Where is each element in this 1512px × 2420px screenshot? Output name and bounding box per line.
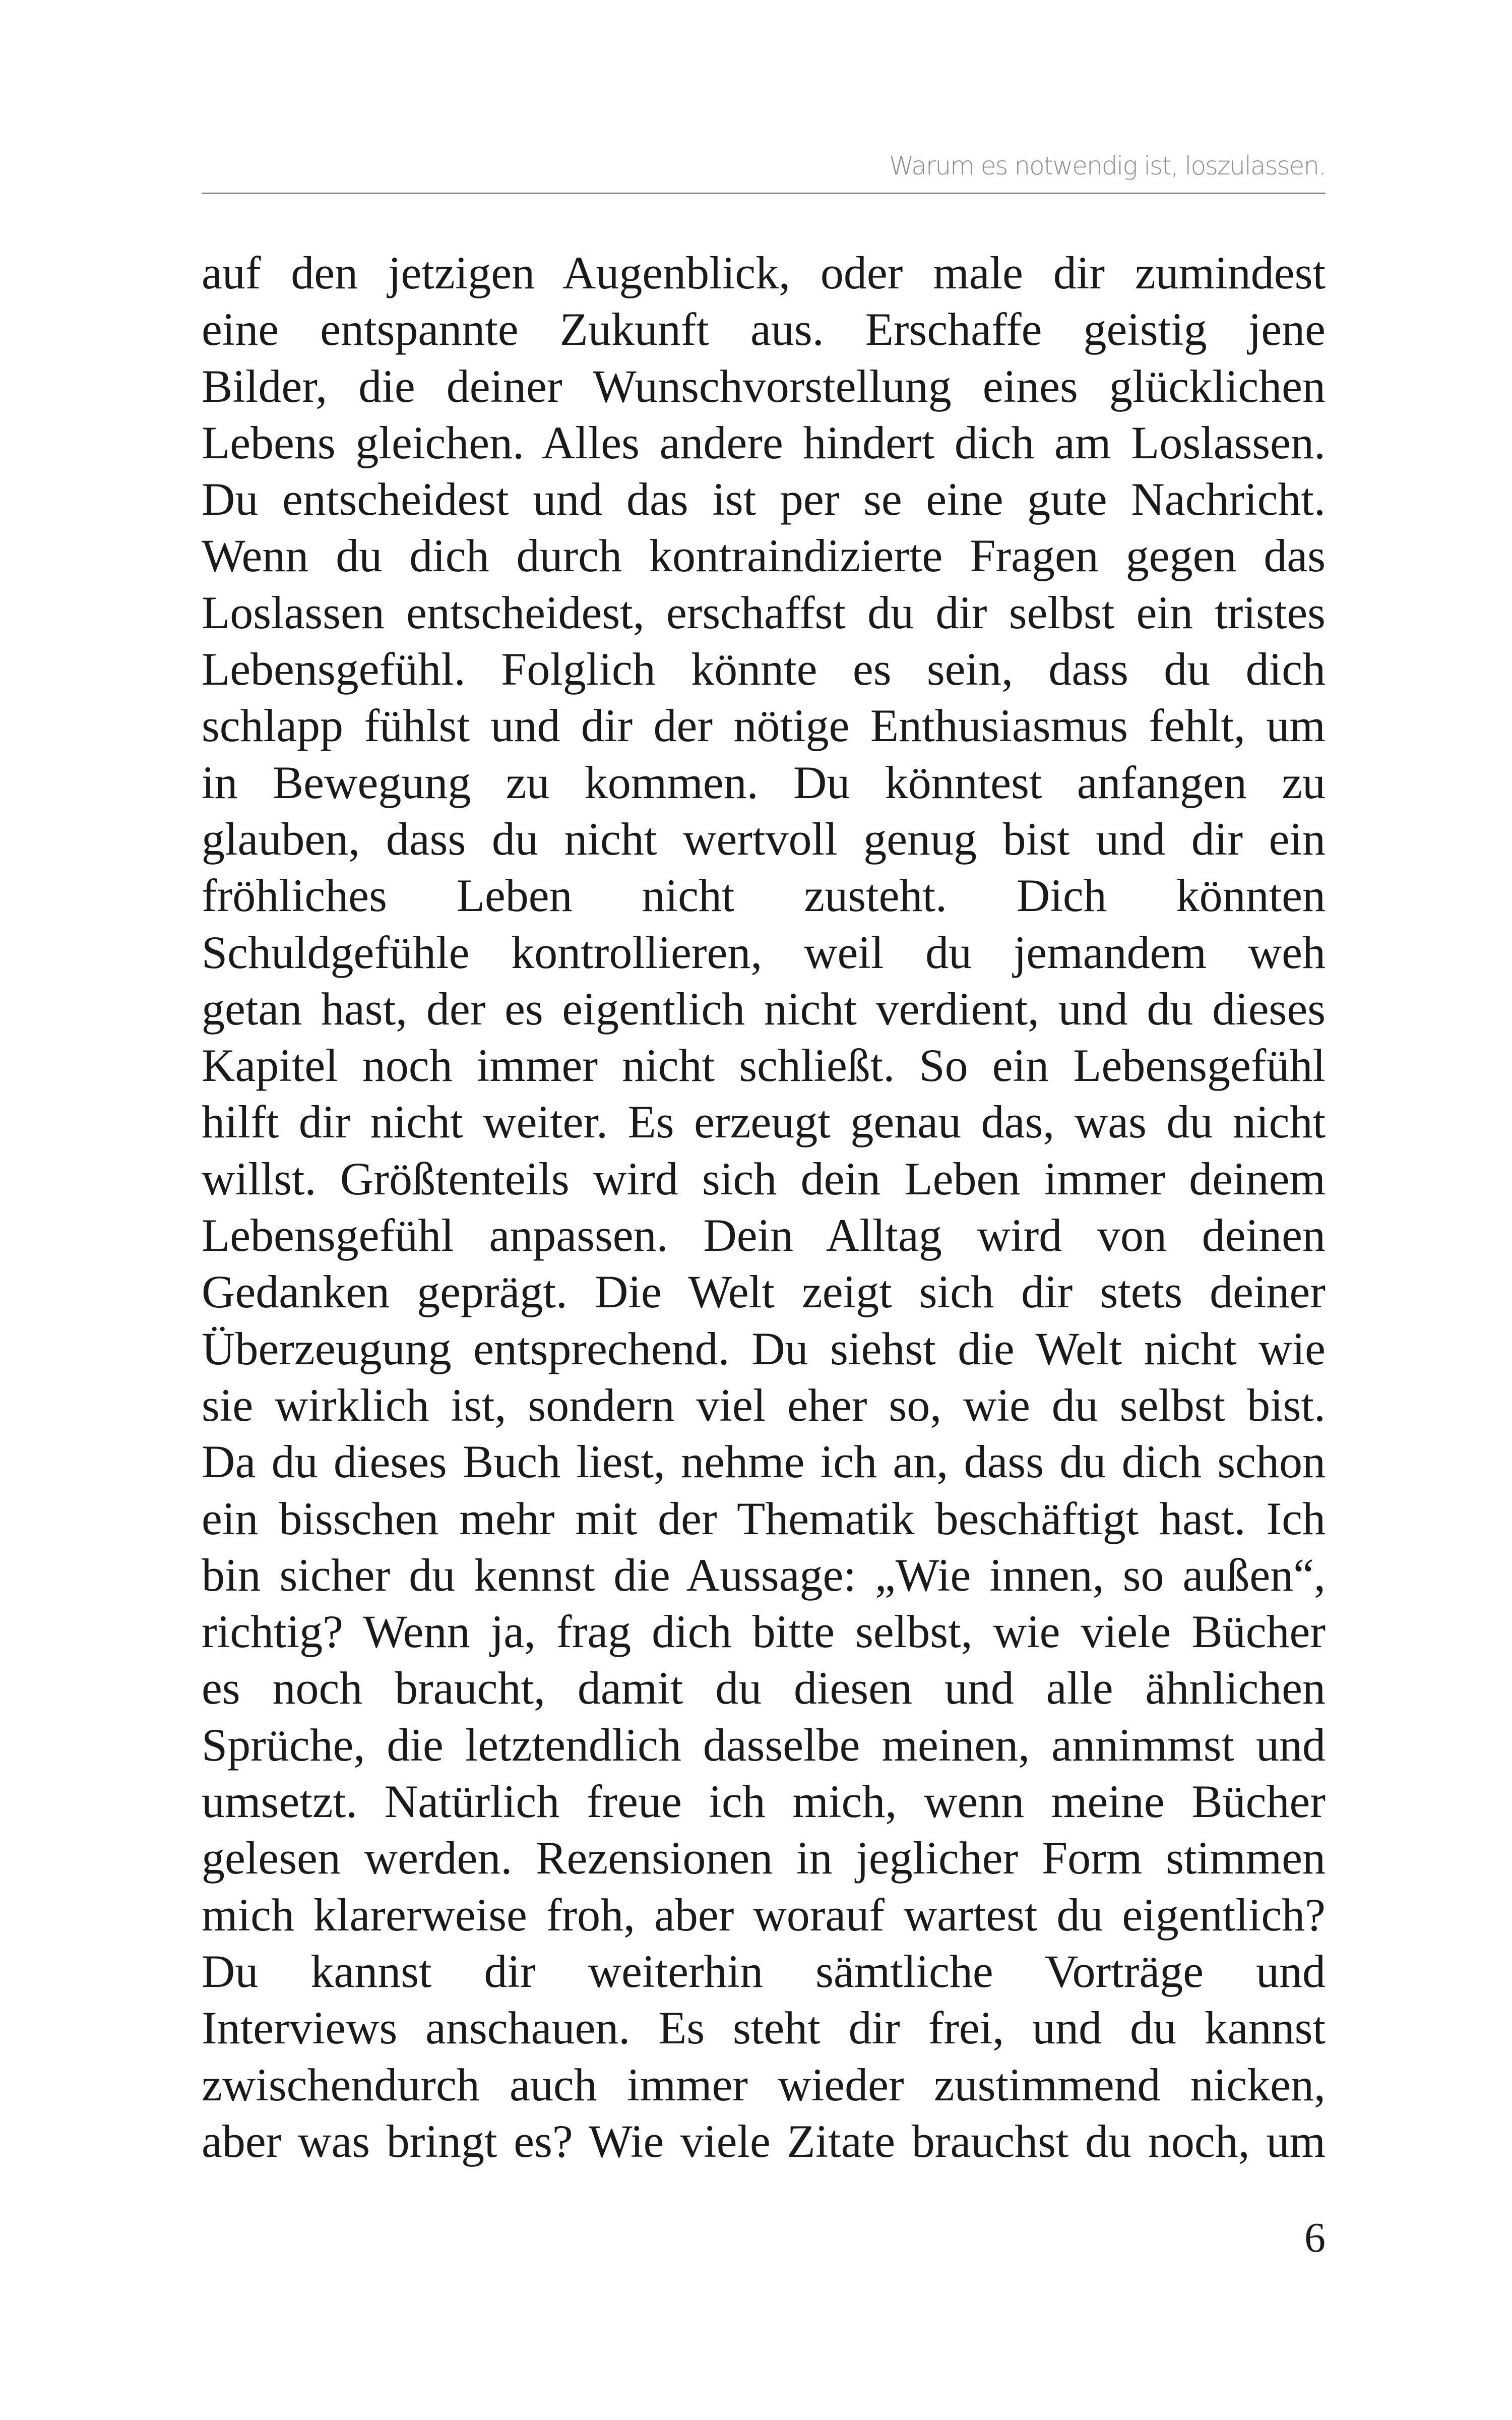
text-line: Sprüche, die letztendlich dasselbe meinen, annimmst und xyxy=(202,1719,1326,1771)
text-line: Wenn du dich durch kontraindizierte Fragen gegen das xyxy=(202,530,1326,582)
text-line: Überzeugung entsprechend. Du siehst die Welt nicht wie xyxy=(202,1322,1326,1374)
text-line: aber was bringt es? Wie viele Zitate brauchst du noch, um xyxy=(202,2115,1326,2167)
text-line: richtig? Wenn ja, frag dich bitte selbst, wie viele Bücher xyxy=(202,1606,1326,1658)
text-line: zwischendurch auch immer wieder zustimmend nicken, xyxy=(202,2059,1326,2110)
running-header: Warum es notwendig ist, loszulassen. xyxy=(889,151,1326,180)
text-line: Gedanken geprägt. Die Welt zeigt sich dir stets deiner xyxy=(202,1266,1326,1318)
text-line: mich klarerweise froh, aber worauf wartest du eigentlich? xyxy=(202,1889,1326,1941)
text-line: auf den jetzigen Augenblick, oder male dir zumindest xyxy=(202,247,1326,298)
text-line: schlapp fühlst und dir der nötige Enthusiasmus fehlt, um xyxy=(202,700,1326,752)
text-line: Bilder, die deiner Wunschvorstellung eines glücklichen xyxy=(202,360,1326,412)
text-line: Du entscheidest und das ist per se eine gute Nachricht. xyxy=(202,473,1326,525)
text-line: Loslassen entscheidest, erschaffst du dir selbst ein tristes xyxy=(202,586,1326,638)
header-rule xyxy=(202,193,1326,194)
text-line: sie wirklich ist, sondern viel eher so, wie du selbst bist. xyxy=(202,1379,1326,1431)
text-line: eine entspannte Zukunft aus. Erschaffe geistig jene xyxy=(202,304,1326,355)
text-line: Kapitel noch immer nicht schließt. So ein Lebensgefühl xyxy=(202,1040,1326,1092)
text-line: gelesen werden. Rezensionen in jeglicher Form stimmen xyxy=(202,1832,1326,1884)
text-line: getan hast, der es eigentlich nicht verdient, und du dieses xyxy=(202,983,1326,1035)
text-line: Da du dieses Buch liest, nehme ich an, dass du dich schon xyxy=(202,1436,1326,1488)
text-line: Lebensgefühl anpassen. Dein Alltag wird von deinen xyxy=(202,1209,1326,1261)
text-line: hilft dir nicht weiter. Es erzeugt genau das, was du nicht xyxy=(202,1096,1326,1148)
body-text xyxy=(202,245,1326,2169)
text-line: Du kannst dir weiterhin sämtliche Vorträge und xyxy=(202,1945,1326,1997)
text-line: es noch braucht, damit du diesen und alle ähnlichen xyxy=(202,1662,1326,1714)
text-line: in Bewegung zu kommen. Du könntest anfangen zu xyxy=(202,756,1326,808)
text-line: Lebens gleichen. Alles andere hindert dich am Loslassen. xyxy=(202,416,1326,468)
text-line: bin sicher du kennst die Aussage: „Wie innen, so außen“, xyxy=(202,1549,1326,1601)
text-line: umsetzt. Natürlich freue ich mich, wenn meine Bücher xyxy=(202,1776,1326,1828)
text-line: Interviews anschauen. Es steht dir frei, und du kannst xyxy=(202,2002,1326,2054)
text-line: willst. Größtenteils wird sich dein Leben immer deinem xyxy=(202,1153,1326,1204)
text-line: ein bisschen mehr mit der Thematik beschäftigt hast. Ich xyxy=(202,1492,1326,1544)
text-line: Lebensgefühl. Folglich könnte es sein, dass du dich xyxy=(202,643,1326,695)
text-line: fröhliches Leben nicht zusteht. Dich könnten xyxy=(202,870,1326,922)
text-line: Schuldgefühle kontrollieren, weil du jemandem weh xyxy=(202,926,1326,978)
text-line: glauben, dass du nicht wertvoll genug bist und dir ein xyxy=(202,813,1326,865)
page-number: 6 xyxy=(1304,2214,1326,2261)
